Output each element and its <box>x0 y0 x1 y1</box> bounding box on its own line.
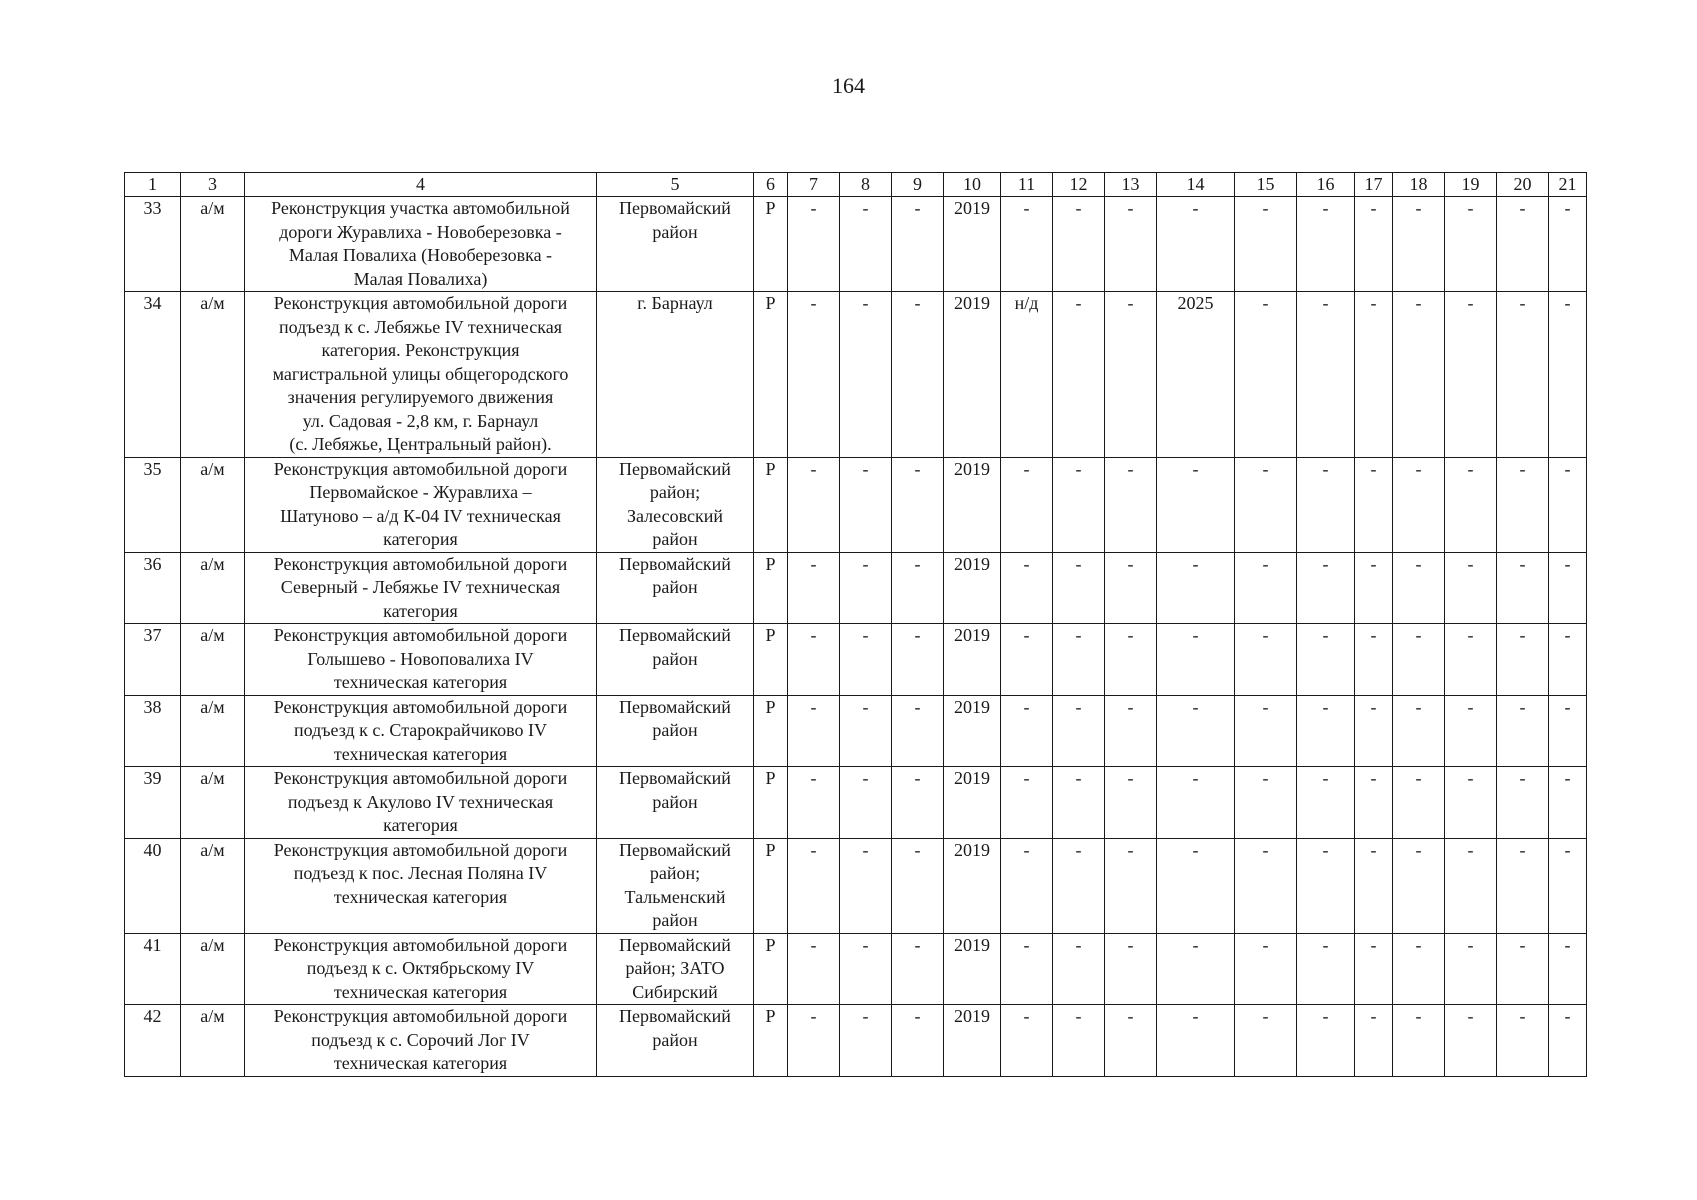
table-cell: - <box>1297 197 1355 292</box>
table-cell: - <box>892 197 944 292</box>
column-header: 11 <box>1001 173 1053 197</box>
table-cell: - <box>788 292 840 458</box>
table-cell: - <box>1001 695 1053 767</box>
description-line: категория <box>383 815 458 835</box>
location-line: Первомайский <box>619 198 731 218</box>
column-header: 12 <box>1053 173 1105 197</box>
column-header: 10 <box>944 173 1001 197</box>
table-cell: - <box>1445 767 1497 839</box>
table-cell: - <box>1355 457 1393 552</box>
table-cell: - <box>1393 292 1445 458</box>
table-cell: - <box>1235 767 1297 839</box>
table-cell: - <box>1235 933 1297 1005</box>
table-cell: - <box>788 695 840 767</box>
location-cell <box>597 624 754 696</box>
table-cell: - <box>1297 1005 1355 1077</box>
column-header: 20 <box>1497 173 1549 197</box>
table-cell: - <box>1497 457 1549 552</box>
table-cell: 2019 <box>944 197 1001 292</box>
description-line: Шатуново – а/д К-04 IV техническая <box>280 505 561 526</box>
table-cell: - <box>788 624 840 696</box>
table-cell: - <box>892 624 944 696</box>
description-line: дороги Журавлиха - Новоберезовка - <box>279 221 562 242</box>
table-cell: - <box>1445 197 1497 292</box>
description-line: (с. Лебяжье, Центральный район). <box>289 434 552 454</box>
project-description-cell <box>245 552 597 624</box>
table-cell: - <box>892 1005 944 1077</box>
location-line: район <box>652 577 698 597</box>
table-cell: - <box>788 1005 840 1077</box>
column-header: 18 <box>1393 173 1445 197</box>
description-line: техническая категория <box>333 743 508 764</box>
table-cell: - <box>1105 552 1157 624</box>
table-cell: 2019 <box>944 457 1001 552</box>
location-line: район <box>652 910 698 930</box>
table-cell: - <box>1053 624 1105 696</box>
table-cell: - <box>1053 1005 1105 1077</box>
description-line: Реконструкция автомобильной дороги <box>273 458 568 479</box>
column-header: 17 <box>1355 173 1393 197</box>
location-line: Первомайский <box>619 1006 731 1026</box>
location-cell <box>597 197 754 292</box>
table-cell: Р <box>754 552 788 624</box>
description-line: магистральной улицы общегородского <box>272 363 569 384</box>
table-cell: - <box>1393 933 1445 1005</box>
table-cell: - <box>840 767 892 839</box>
table-header-row <box>125 173 1587 197</box>
table-cell: - <box>840 933 892 1005</box>
table-cell: - <box>1445 292 1497 458</box>
table-row <box>125 933 1587 1005</box>
table-cell: - <box>1497 197 1549 292</box>
table-cell: - <box>840 838 892 933</box>
column-header: 14 <box>1157 173 1235 197</box>
table-cell: - <box>840 1005 892 1077</box>
table-cell: а/м <box>181 767 245 839</box>
description-line: значения регулируемого движения <box>287 387 554 407</box>
table-cell: - <box>1445 838 1497 933</box>
description-line: подъезд к пос. Лесная Поляна IV <box>293 863 548 883</box>
table-cell: Р <box>754 457 788 552</box>
description-line: Реконструкция автомобильной дороги <box>273 768 568 788</box>
table-cell: - <box>1001 838 1053 933</box>
table-cell: - <box>1355 1005 1393 1077</box>
table-cell: - <box>1053 933 1105 1005</box>
table-cell: - <box>1157 767 1235 839</box>
table-cell: - <box>1549 552 1587 624</box>
table-cell: - <box>1001 767 1053 839</box>
table-cell: 2019 <box>944 933 1001 1005</box>
table-cell: 2025 <box>1157 292 1235 458</box>
location-cell <box>597 552 754 624</box>
table-cell: - <box>1355 197 1393 292</box>
table-row <box>125 1005 1587 1077</box>
location-line: Тальменский <box>624 886 726 907</box>
row-number-cell: 41 <box>125 933 181 1005</box>
location-cell <box>597 838 754 933</box>
project-description-cell <box>245 624 597 696</box>
table-cell: - <box>1157 624 1235 696</box>
location-cell <box>597 1005 754 1077</box>
description-line: Малая Повалиха (Новоберезовка - <box>288 245 553 265</box>
table-cell: 2019 <box>944 1005 1001 1077</box>
location-line: Залесовский <box>627 505 723 526</box>
table-cell: - <box>1235 292 1297 458</box>
table-cell: а/м <box>181 624 245 696</box>
table-cell: - <box>1053 552 1105 624</box>
table-cell: - <box>1053 767 1105 839</box>
table-cell: а/м <box>181 457 245 552</box>
description-line: Малая Повалиха) <box>353 268 488 289</box>
table-cell: - <box>1105 695 1157 767</box>
table-cell: - <box>1355 838 1393 933</box>
table-cell: - <box>1393 624 1445 696</box>
description-line: Первомайское - Журавлиха – <box>309 482 532 502</box>
table-cell: а/м <box>181 933 245 1005</box>
table-cell: - <box>1105 838 1157 933</box>
table-cell: - <box>788 838 840 933</box>
table-cell: - <box>1497 624 1549 696</box>
table-cell: - <box>840 624 892 696</box>
table-cell: - <box>1001 624 1053 696</box>
table-cell: н/д <box>1001 292 1053 458</box>
table-cell: - <box>1393 838 1445 933</box>
table-cell: - <box>1445 695 1497 767</box>
table-cell: - <box>1355 767 1393 839</box>
table-cell: - <box>1297 838 1355 933</box>
table-cell: - <box>1053 695 1105 767</box>
location-cell <box>597 457 754 552</box>
table-row <box>125 838 1587 933</box>
table-cell: - <box>892 552 944 624</box>
column-header: 8 <box>840 173 892 197</box>
project-description-cell <box>245 695 597 767</box>
table-cell: а/м <box>181 197 245 292</box>
table-cell: - <box>892 457 944 552</box>
table-cell: - <box>1549 292 1587 458</box>
table-cell: - <box>892 695 944 767</box>
table-cell: - <box>1001 1005 1053 1077</box>
table-cell: - <box>840 552 892 624</box>
column-header: 21 <box>1549 173 1587 197</box>
table-cell: - <box>1393 695 1445 767</box>
description-line: подъезд к с. Лебяжье IV техническая <box>279 316 562 337</box>
project-description-cell <box>245 767 597 839</box>
table-cell: - <box>1105 624 1157 696</box>
table-cell: - <box>840 695 892 767</box>
table-cell: Р <box>754 695 788 767</box>
table-row <box>125 552 1587 624</box>
table-cell: - <box>1497 933 1549 1005</box>
table-body <box>125 197 1587 1077</box>
table-cell: - <box>1105 933 1157 1005</box>
table-cell: - <box>1497 767 1549 839</box>
row-number-cell: 40 <box>125 838 181 933</box>
table-cell: - <box>1393 197 1445 292</box>
description-line: Реконструкция участка автомобильной <box>271 198 570 218</box>
table-cell: - <box>1393 552 1445 624</box>
location-line: район <box>652 1029 698 1050</box>
table-cell: - <box>1235 838 1297 933</box>
description-line: Реконструкция автомобильной дороги <box>273 1006 568 1026</box>
table-cell: - <box>1445 457 1497 552</box>
description-line: Реконструкция автомобильной дороги <box>273 293 568 313</box>
location-cell <box>597 933 754 1005</box>
location-line: район <box>652 221 698 242</box>
row-number-cell: 39 <box>125 767 181 839</box>
location-line: район; ЗАТО <box>625 958 725 978</box>
table-cell: - <box>1393 767 1445 839</box>
column-header: 3 <box>181 173 245 197</box>
table-cell: - <box>1157 457 1235 552</box>
table-cell: - <box>1001 197 1053 292</box>
table-cell: 2019 <box>944 624 1001 696</box>
description-line: категория <box>383 600 458 621</box>
table-cell: - <box>1355 933 1393 1005</box>
description-line: Реконструкция автомобильной дороги <box>273 696 568 717</box>
row-number-cell: 34 <box>125 292 181 458</box>
description-line: подъезд к с. Старокрайчиково IV <box>293 720 548 740</box>
table-cell: Р <box>754 838 788 933</box>
table-cell: 2019 <box>944 695 1001 767</box>
column-header: 7 <box>788 173 840 197</box>
table-cell: - <box>1549 838 1587 933</box>
description-line: техническая категория <box>333 1053 508 1073</box>
column-header: 4 <box>245 173 597 197</box>
table-cell: - <box>1105 292 1157 458</box>
table-cell: - <box>1157 197 1235 292</box>
description-line: подъезд к Акулово IV техническая <box>287 791 554 812</box>
table-cell: - <box>1297 767 1355 839</box>
table-cell: - <box>840 292 892 458</box>
row-number-cell: 37 <box>125 624 181 696</box>
table-cell: - <box>1001 552 1053 624</box>
location-line: район <box>652 720 698 740</box>
table-cell: - <box>1235 1005 1297 1077</box>
table-cell: Р <box>754 292 788 458</box>
location-line: Первомайский <box>619 934 731 955</box>
location-line: Первомайский <box>619 768 731 788</box>
table-cell: - <box>1549 767 1587 839</box>
table-cell: - <box>1497 292 1549 458</box>
table-cell: - <box>1157 933 1235 1005</box>
project-description-cell <box>245 292 597 458</box>
table-cell: - <box>1355 695 1393 767</box>
table-cell: 2019 <box>944 292 1001 458</box>
table-cell: - <box>892 838 944 933</box>
road-projects-table <box>124 172 1587 1077</box>
project-description-cell <box>245 1005 597 1077</box>
table-cell: - <box>840 457 892 552</box>
table-cell: - <box>1053 457 1105 552</box>
table-cell: - <box>1393 1005 1445 1077</box>
table-cell: - <box>1105 1005 1157 1077</box>
description-line: подъезд к с. Сорочий Лог IV <box>311 1029 530 1050</box>
table-cell: - <box>1445 552 1497 624</box>
project-description-cell <box>245 838 597 933</box>
table-cell: - <box>1297 552 1355 624</box>
table-cell: 2019 <box>944 552 1001 624</box>
table-cell: а/м <box>181 552 245 624</box>
table-cell: - <box>1497 1005 1549 1077</box>
description-line: категория <box>383 529 458 549</box>
description-line: Реконструкция автомобильной дороги <box>273 553 568 574</box>
table-row <box>125 695 1587 767</box>
location-cell <box>597 695 754 767</box>
table-row <box>125 767 1587 839</box>
location-line: Первомайский <box>619 625 731 645</box>
table-cell: - <box>1105 457 1157 552</box>
location-line: район; <box>649 482 701 502</box>
column-header: 13 <box>1105 173 1157 197</box>
table-cell: - <box>1157 1005 1235 1077</box>
location-cell <box>597 767 754 839</box>
table-cell: - <box>1297 457 1355 552</box>
description-line: Реконструкция автомобильной дороги <box>273 625 568 645</box>
table-cell: - <box>1497 695 1549 767</box>
row-number-cell: 36 <box>125 552 181 624</box>
table-cell: - <box>1355 624 1393 696</box>
table-cell: - <box>1105 197 1157 292</box>
table-cell: - <box>1393 457 1445 552</box>
column-header: 1 <box>125 173 181 197</box>
table-cell: 2019 <box>944 767 1001 839</box>
table-cell: - <box>1297 933 1355 1005</box>
location-line: Сибирский <box>632 981 718 1002</box>
row-number-cell: 38 <box>125 695 181 767</box>
table-cell: - <box>1355 292 1393 458</box>
column-header: 19 <box>1445 173 1497 197</box>
description-line: техническая категория <box>333 672 508 692</box>
table-cell: - <box>1297 624 1355 696</box>
column-header: 5 <box>597 173 754 197</box>
table-cell: - <box>1157 695 1235 767</box>
table-cell: - <box>1549 197 1587 292</box>
table-cell: - <box>1549 933 1587 1005</box>
table-cell: - <box>788 767 840 839</box>
table-cell: Р <box>754 197 788 292</box>
column-header: 16 <box>1297 173 1355 197</box>
column-header: 6 <box>754 173 788 197</box>
description-line: подъезд к с. Октябрьскому IV <box>306 958 535 978</box>
table-cell: Р <box>754 624 788 696</box>
table-cell: 2019 <box>944 838 1001 933</box>
table-cell: - <box>1497 552 1549 624</box>
table-cell: - <box>1235 457 1297 552</box>
table-cell: - <box>1157 552 1235 624</box>
location-line: район <box>652 529 698 549</box>
location-line: район <box>652 648 698 669</box>
table-row <box>125 457 1587 552</box>
table-cell: - <box>1497 838 1549 933</box>
page-number: 164 <box>832 73 865 98</box>
description-line: техническая категория <box>333 981 508 1002</box>
table-row <box>125 624 1587 696</box>
table-cell: а/м <box>181 838 245 933</box>
table-cell: - <box>1445 1005 1497 1077</box>
location-line: район <box>652 791 698 812</box>
description-line: категория. Реконструкция <box>321 340 520 360</box>
table-cell: - <box>1053 197 1105 292</box>
table-cell: Р <box>754 933 788 1005</box>
column-header: 15 <box>1235 173 1297 197</box>
location-line: Первомайский <box>619 696 731 717</box>
table-cell: - <box>788 933 840 1005</box>
table-cell: - <box>788 457 840 552</box>
row-number-cell: 35 <box>125 457 181 552</box>
table-cell: - <box>892 933 944 1005</box>
project-description-cell <box>245 457 597 552</box>
table-cell: а/м <box>181 1005 245 1077</box>
description-line: Реконструкция автомобильной дороги <box>273 934 568 955</box>
table-cell: - <box>1355 552 1393 624</box>
table-cell: а/м <box>181 292 245 458</box>
table-cell: - <box>1053 292 1105 458</box>
table-row <box>125 197 1587 292</box>
table-cell: - <box>1105 767 1157 839</box>
table-cell: - <box>1001 933 1053 1005</box>
table-cell: - <box>788 552 840 624</box>
location-line: г. Барнаул <box>637 293 713 313</box>
table-cell: - <box>1549 624 1587 696</box>
table-cell: - <box>788 197 840 292</box>
table-cell: - <box>1445 933 1497 1005</box>
table-cell: - <box>892 767 944 839</box>
table-cell: а/м <box>181 695 245 767</box>
table-cell: - <box>1297 695 1355 767</box>
location-line: Первомайский <box>619 458 731 479</box>
location-line: Первомайский <box>619 839 731 860</box>
project-description-cell <box>245 197 597 292</box>
table-cell: - <box>1235 552 1297 624</box>
table-cell: Р <box>754 767 788 839</box>
description-line: Северный - Лебяжье IV техническая <box>280 577 561 597</box>
table-cell: - <box>1445 624 1497 696</box>
table-cell: - <box>1549 457 1587 552</box>
description-line: Голышево - Новоповалиха IV <box>307 648 534 669</box>
table-cell: - <box>1297 292 1355 458</box>
table-cell: - <box>1001 457 1053 552</box>
location-line: район; <box>649 863 701 883</box>
table-cell: - <box>1053 838 1105 933</box>
table-cell: - <box>1157 838 1235 933</box>
location-line: Первомайский <box>619 553 731 574</box>
table-cell: - <box>1235 695 1297 767</box>
table-cell: - <box>1235 197 1297 292</box>
row-number-cell: 33 <box>125 197 181 292</box>
table-cell: - <box>892 292 944 458</box>
description-line: Реконструкция автомобильной дороги <box>273 839 568 860</box>
project-description-cell <box>245 933 597 1005</box>
description-line: техническая категория <box>333 886 508 907</box>
table-cell: - <box>1549 695 1587 767</box>
row-number-cell: 42 <box>125 1005 181 1077</box>
description-line: ул. Садовая - 2,8 км, г. Барнаул <box>302 410 539 431</box>
column-header: 9 <box>892 173 944 197</box>
location-cell <box>597 292 754 458</box>
table-cell: - <box>840 197 892 292</box>
table-cell: Р <box>754 1005 788 1077</box>
table-cell: - <box>1235 624 1297 696</box>
table-cell: - <box>1549 1005 1587 1077</box>
table-row <box>125 292 1587 458</box>
